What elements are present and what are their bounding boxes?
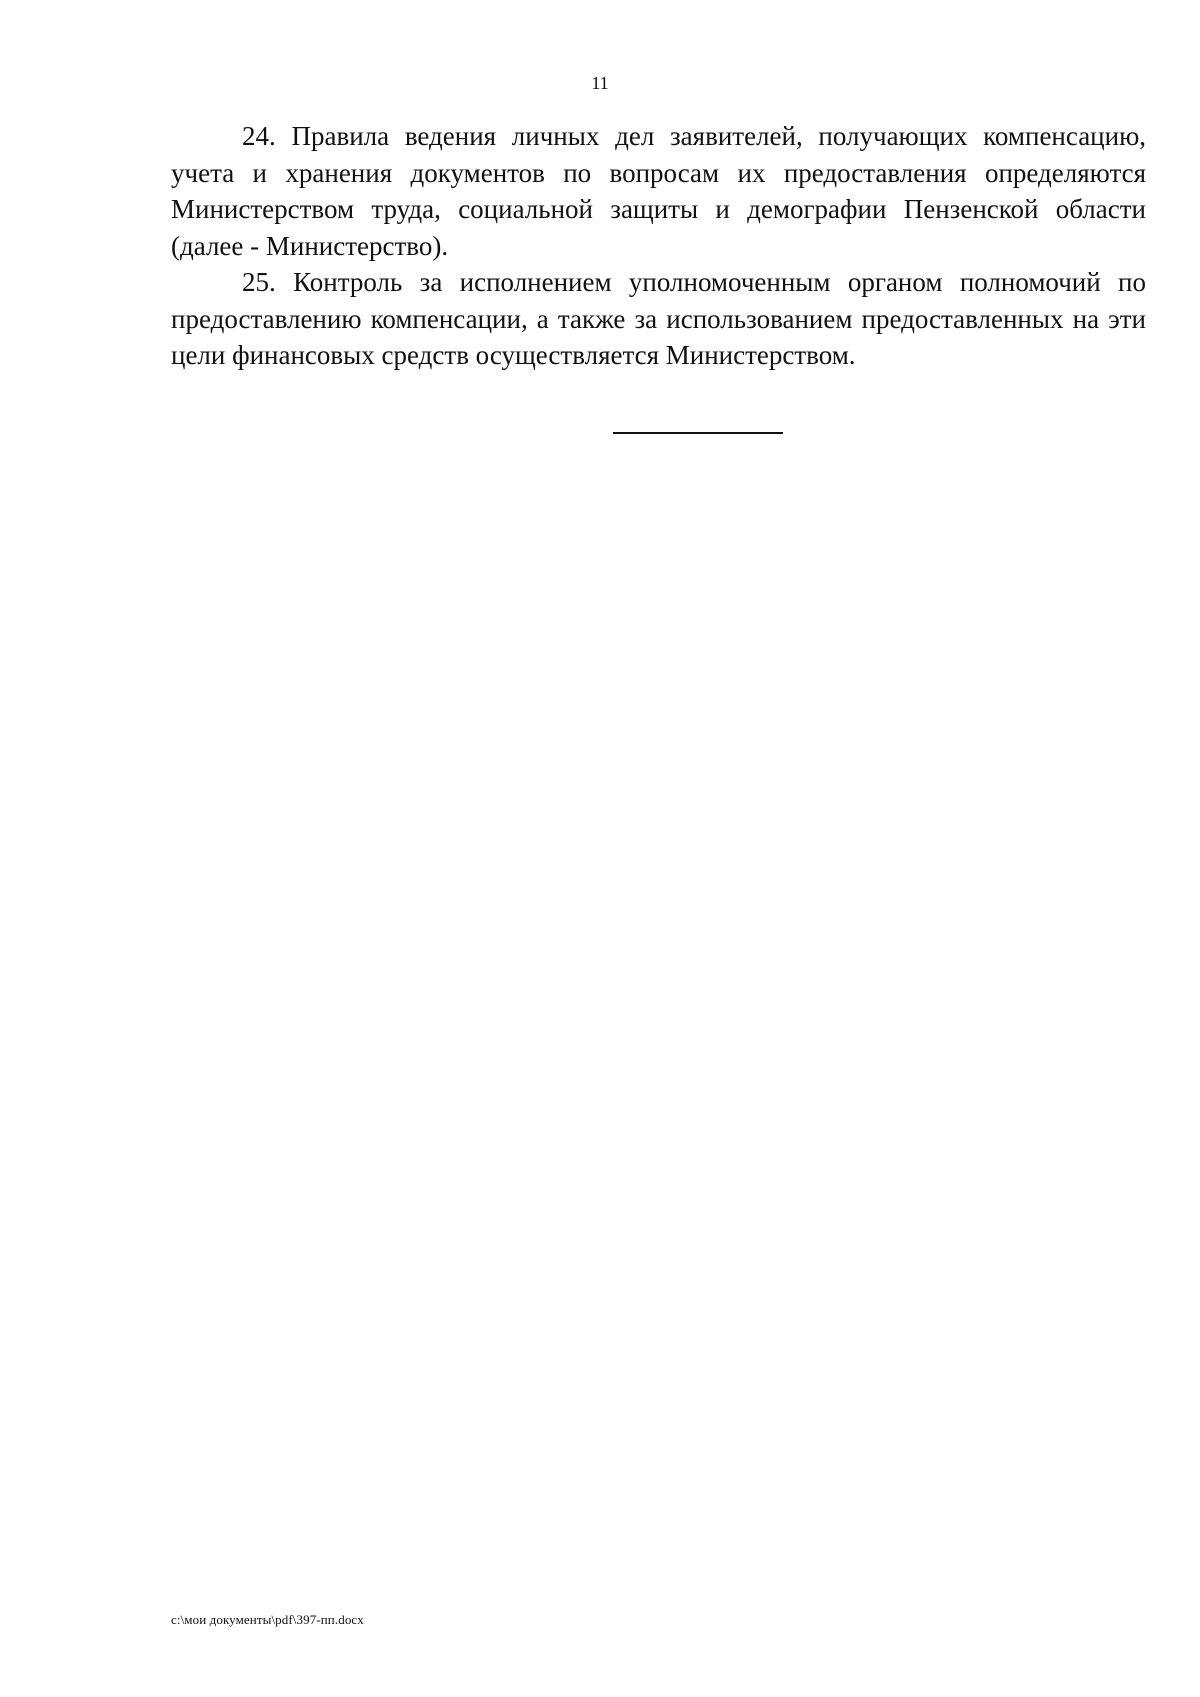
page-number: 11	[591, 73, 609, 93]
paragraph-25: 25. Контроль за исполнением уполномоченным органом полномочий по предоставлению компенсации, а также за использованием предоставленных на эти цели финансовых средств осуществляется Министерством.	[171, 267, 1146, 370]
paragraph-24: 24. Правила ведения личных дел заявителей, получающих компенсацию, учета и хранения документов по вопросам их предоставления определяются Министерством труда, социальной защиты и демографии Пензенской области (далее - Министерство).	[171, 121, 1146, 261]
end-of-document-rule	[613, 432, 783, 434]
document-body	[171, 118, 1146, 374]
footer-file-path: c:\мои документы\pdf\397-пп.docx	[171, 1612, 364, 1627]
